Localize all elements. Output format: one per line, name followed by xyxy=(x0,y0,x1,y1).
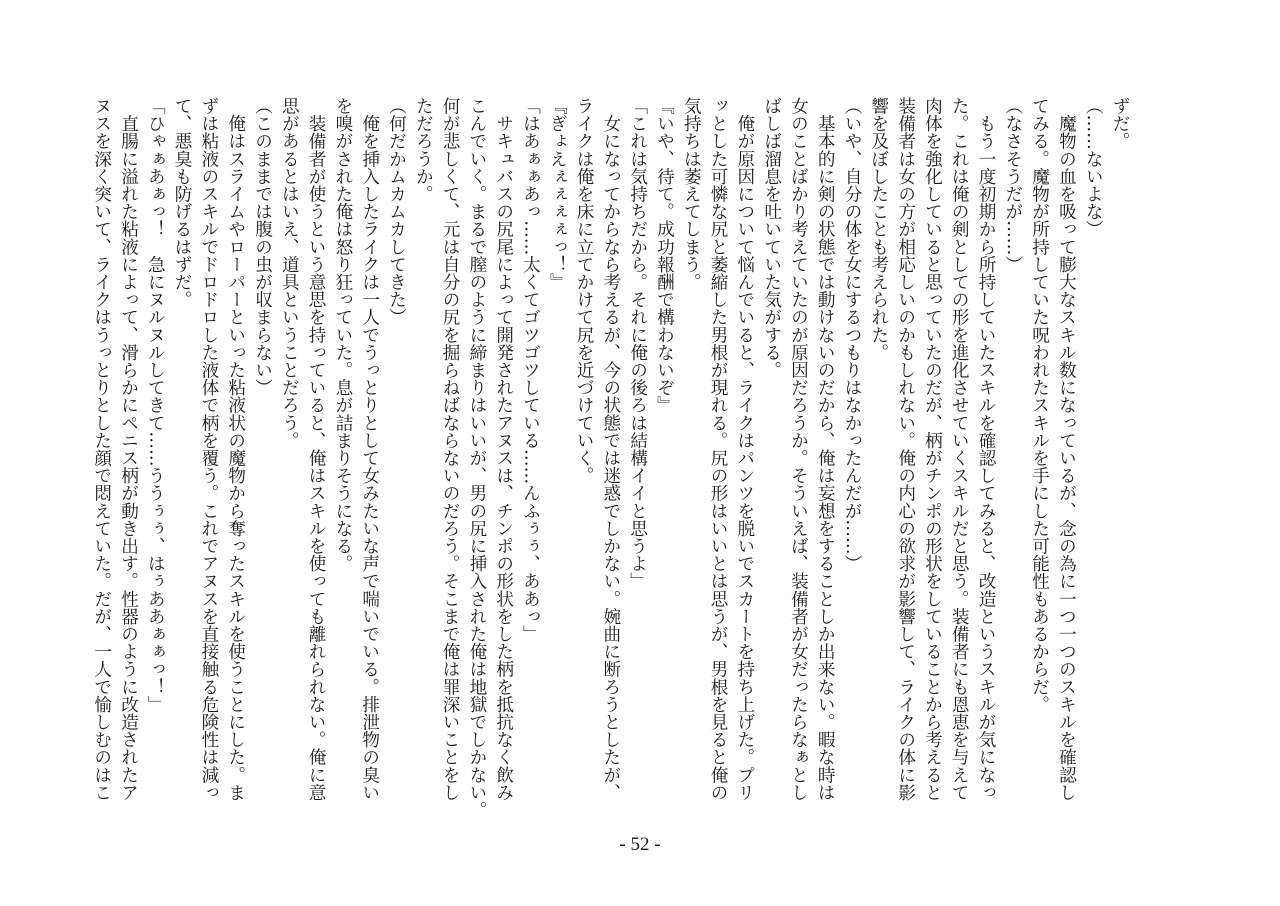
text-line: （何だかムカムカしてきた） xyxy=(386,97,407,326)
text-line: を嗅がされた俺は怒り狂っていた。息が詰まりそうになる。 xyxy=(332,97,353,573)
text-line: 魔物の血を吸って膨大なスキル数になっているが、念の為に一つ一つのスキルを確認し xyxy=(1056,97,1077,801)
text-line: （いや、自分の体を女にするつもりはなかったんだが……） xyxy=(842,97,863,573)
text-line: た。これは俺の剣としての形を進化させていくスキルだと思う。装備者にも恩恵を与えて xyxy=(949,97,970,801)
body-text xyxy=(88,97,1133,819)
text-line: 俺を挿入したライクは一人でうっとりとして女みたいな声で喘いでいる。排泄物の臭い xyxy=(359,97,380,801)
text-line: 女のことばかり考えていたのが原因だろうか。そういえば、装備者が女だったらなぁとし xyxy=(788,97,809,801)
text-line: （なさそうだが……） xyxy=(1002,97,1023,273)
text-line: ッとした可憐な尻と萎縮した男根が現れる。尻の形はいいとは思うが、男根を見ると俺の xyxy=(708,97,729,801)
text-line: 直腸に溢れた粘液によって、滑らかにペニス柄が動き出す。性器のように改造されたア xyxy=(118,97,139,801)
text-line: 『ぎょえぇぇぇぇっ！』 xyxy=(547,97,568,291)
text-line: 俺が原因について悩んでいると、ライクはパンツを脱いでスカートを持ち上げた。プリ xyxy=(734,97,755,801)
text-line: 『いや、待て。成功報酬で構わないぞ』 xyxy=(654,97,675,414)
text-line: ずだ。 xyxy=(1110,97,1130,150)
text-line: 響を及ぼしたことも考えられた。 xyxy=(868,97,889,361)
page-number: - 52 - xyxy=(619,834,661,855)
text-line: 基本的に剣の状態では動けないのだから、俺は妄想をすることしか出来ない。暇な時は xyxy=(815,97,836,801)
text-line: ただろうか。 xyxy=(413,97,434,203)
text-line: て、悪臭も防げるはずだ。 xyxy=(172,97,193,309)
text-line: ライクは俺を床に立てかけて尻を近づけていく。 xyxy=(574,97,595,485)
text-line: ずは粘液のスキルでドロドロした液体で柄を覆う。これでアヌスを直接触る危険性は減っ xyxy=(198,97,219,801)
text-line: 「はあぁぁあっ……太くてゴツゴツしている……んふぅぅ、ああっ」 xyxy=(520,97,541,643)
text-line: こんでいく。まるで膣のように締まりはいいが、男の尻に挿入された俺は地獄でしかない。 xyxy=(466,97,487,819)
text-line: 気持ちは萎えてしまう。 xyxy=(681,97,702,291)
text-line: 女になってからなら考えるが、今の状態では迷惑でしかない。婉曲に断ろうとしたが、 xyxy=(600,97,621,801)
text-line: （……ないよな） xyxy=(1083,97,1104,238)
text-line: 何が悲しくて、元は自分の尻を掘らねばならないのだろう。そこまで俺は罪深いことをし xyxy=(440,97,461,801)
text-line: もう一度初期から所持していたスキルを確認してみると、改造というスキルが気になっ xyxy=(976,97,997,801)
text-line: 装備者が使うという意思を持っていると、俺はスキルを使っても離れられない。俺に意 xyxy=(306,97,327,801)
text-line: てみる。魔物が所持していた呪われたスキルを手にした可能性もあるからだ。 xyxy=(1029,97,1050,713)
text-line: （このままでは腹の虫が収まらない） xyxy=(252,97,273,397)
text-line: 肉体を強化していると思っていたのだが、柄がチンポの形状をしていることから考えると xyxy=(922,97,943,801)
text-line: 装備者は女の方が相応しいのかもしれない。俺の内心の欲求が影響して、ライクの体に影 xyxy=(895,97,916,801)
text-line: ヌスを深く突いて、ライクはうっとりとした顔で悶えていた。だが、一人で愉しむのはこ xyxy=(91,97,112,801)
text-line: 「ひゃぁあぁっ！ 急にヌルヌルしてきて……ううぅぅ、はぅああぁぁっ！」 xyxy=(145,97,166,713)
text-line: 思があるとはいえ、道具ということだろう。 xyxy=(279,97,300,449)
text-line: ばしば溜息を吐いていた気がする。 xyxy=(761,97,782,379)
text-line: 「これは気持ちだから。それに俺の後ろは結構イイと思うよ」 xyxy=(627,97,648,590)
text-line: 俺はスライムやローパーといった粘液状の魔物から奪ったスキルを使うことにした。ま xyxy=(225,97,246,801)
text-line: サキュバスの尻尾によって開発されたアヌスは、チンポの形状をした柄を抵抗なく飲み xyxy=(493,97,514,801)
